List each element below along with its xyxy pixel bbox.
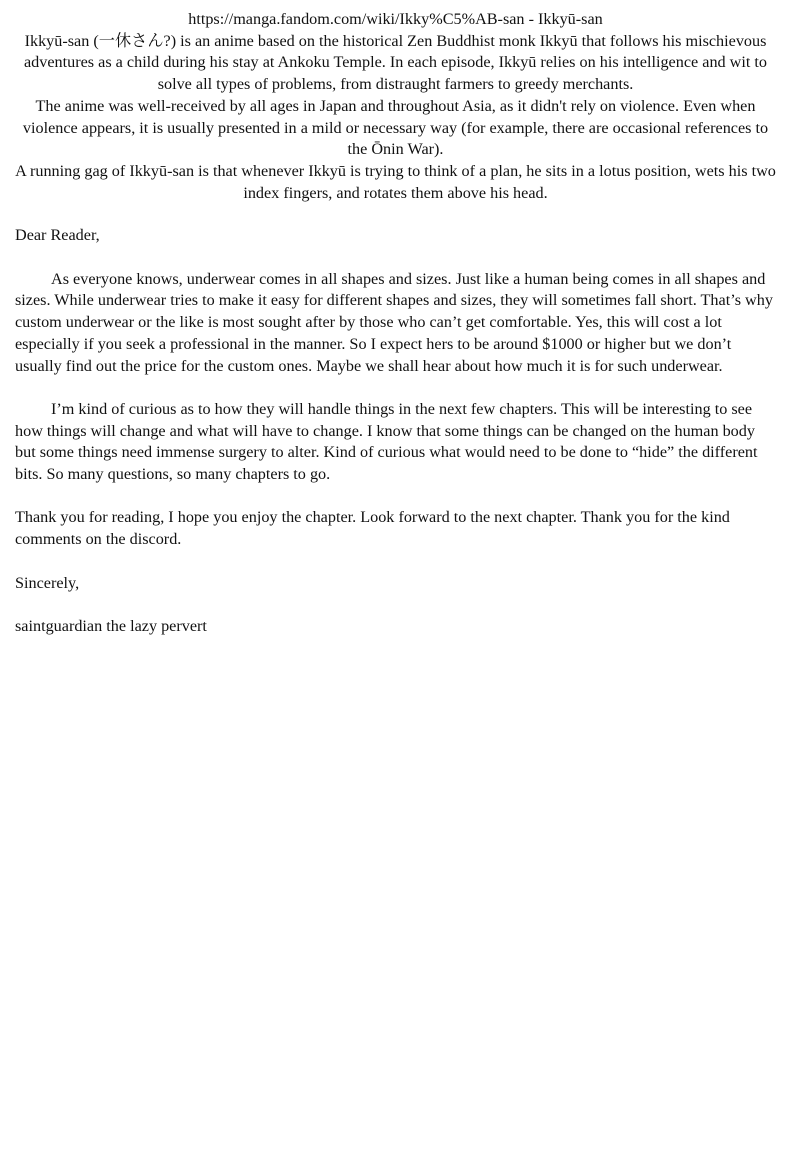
- source-line: https://manga.fandom.com/wiki/Ikky%C5%AB-san - Ikkyū-san: [188, 10, 603, 28]
- reference-paragraph: A running gag of Ikkyū-san is that whenever Ikkyū is trying to think of a plan, he sits in a lotus position, wets his two index fingers, and rotates them above his head.: [15, 161, 776, 202]
- letter-salutation: Dear Reader,: [15, 226, 100, 245]
- reference-paragraph: Ikkyū-san (一休さん?) is an anime based on the historical Zen Buddhist monk Ikkyū that follows his mischievous adventures as a child during his stay at Ankoku Temple. In each episode, Ikkyū relies on his intelligence and wit to solve all types of problems, from distraught farmers to greedy merchants.: [23, 31, 767, 94]
- letter-closing-paragraph: Thank you for reading, I hope you enjoy the chapter. Look forward to the next chapter. Thank you for the kind comments on the discord.: [15, 508, 730, 549]
- letter-signature: saintguardian the lazy pervert: [15, 616, 207, 635]
- letter-closing: Sincerely,: [15, 573, 80, 592]
- letter-body-paragraph: I’m kind of curious as to how they will handle things in the next few chapters. This will be interesting to see how things will change and what will have to change. I know that some things can be changed on the human body but some things need immense surgery to alter. Kind of curious what would need to be done to “hide” the different bits. So many questions, so many chapters to go.: [15, 399, 758, 484]
- reference-header: [15, 9, 776, 204]
- reference-paragraph: The anime was well-received by all ages in Japan and throughout Asia, as it didn't rely on violence. Even when violence appears, it is usually presented in a mild or necessary way (for example, there are occasional references to the Ōnin War).: [22, 96, 769, 159]
- letter-body-paragraph: As everyone knows, underwear comes in all shapes and sizes. Just like a human being comes in all shapes and sizes. While underwear tries to make it easy for different shapes and sizes, they will sometimes fall short. That’s why custom underwear or the like is most sought after by those who can’t get comfortable. Yes, this will cost a lot especially if you seek a professional in the manner. So I expect hers to be around $1000 or higher but we don’t usually find out the price for the custom ones. Maybe we shall hear about how much it is for such underwear.: [15, 269, 773, 375]
- author-letter: [15, 225, 776, 637]
